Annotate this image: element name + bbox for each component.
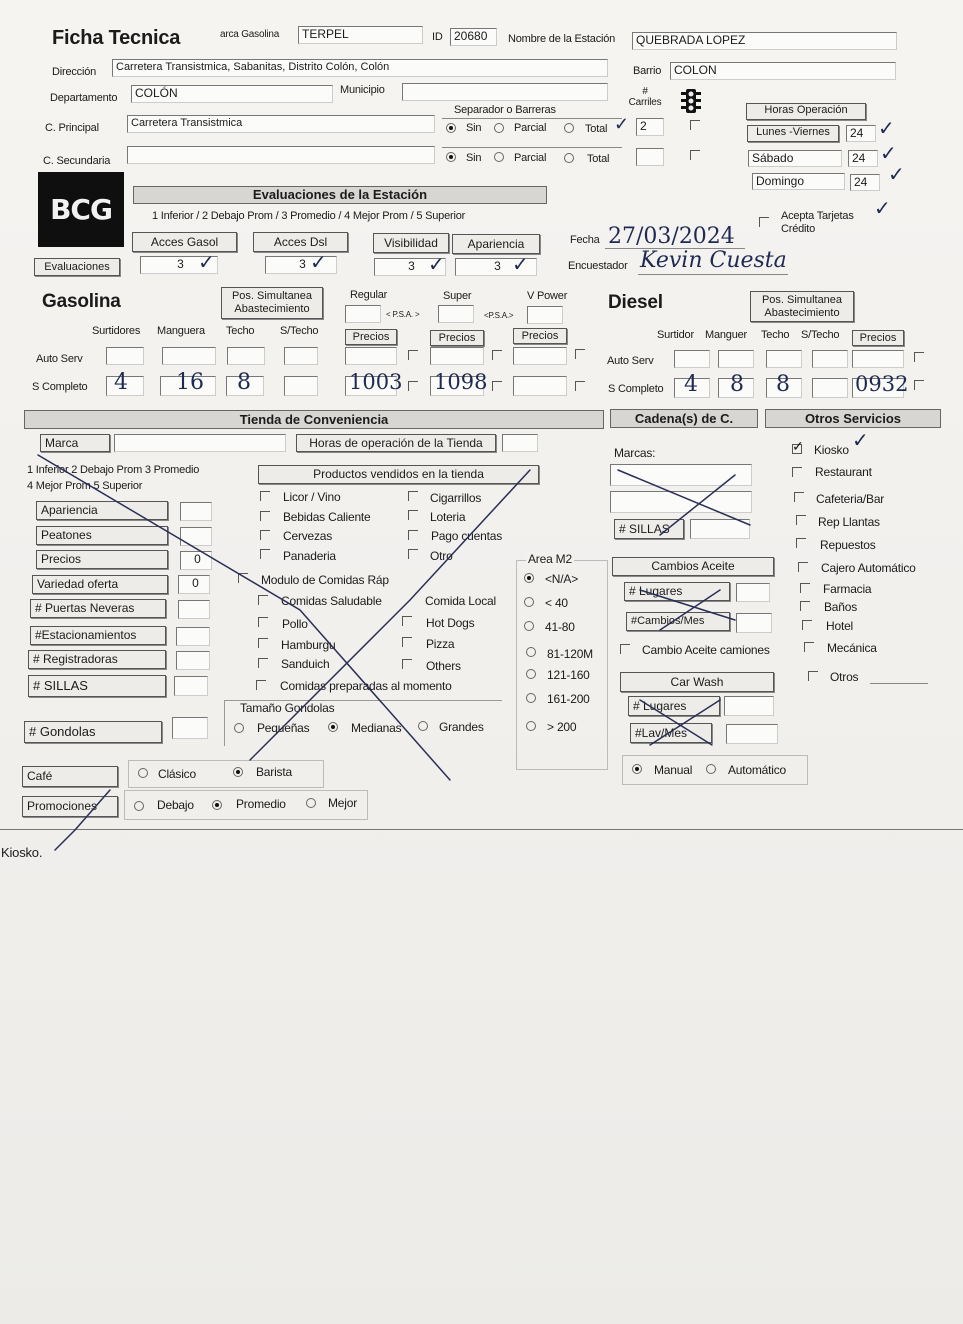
medianas-label: Medianas: [351, 721, 402, 735]
area-m2-label: Area M2: [528, 552, 572, 566]
checkmark-icon: ✓: [428, 252, 445, 276]
carriles-field[interactable]: 2: [636, 118, 664, 136]
peatones-label: Peatones: [36, 526, 168, 545]
pago-cuentas-label: Pago cuentas: [431, 529, 502, 543]
variedad-oferta-label: Variedad oferta: [32, 575, 168, 594]
diesel-completo-label: S Completo: [608, 383, 664, 395]
apariencia-field[interactable]: 3: [455, 258, 537, 276]
checkmark-icon: ✓: [880, 141, 897, 165]
fecha-value[interactable]: 27/03/2024: [608, 224, 735, 249]
bcg-logo: BCG: [38, 172, 124, 247]
area-option-1: < 40: [545, 596, 568, 610]
otros-item-9: Mecánica: [827, 641, 877, 655]
page-title: Ficha Tecnica: [52, 27, 181, 49]
diesel-completo-manguer-value: 8: [730, 372, 744, 397]
visibilidad-field[interactable]: 3: [374, 258, 446, 276]
diesel-precios-label: Precios: [852, 330, 904, 346]
lunes-viernes-field[interactable]: 24: [846, 125, 876, 142]
tienda-header: Tienda de Conveniencia: [24, 410, 604, 429]
cambios-mes-label: #Cambios/Mes: [626, 612, 730, 631]
checkmark-icon: ✓: [874, 196, 891, 220]
footer-note: Kiosko.: [1, 845, 43, 860]
cadena-sillas-label: # SILLAS: [614, 519, 684, 539]
apariencia-button[interactable]: Apariencia: [452, 234, 540, 254]
col-techo: Techo: [226, 325, 255, 337]
barrio-field[interactable]: COLON: [670, 62, 896, 80]
mejor-label: Mejor: [328, 796, 358, 810]
carwash-strike-2: [650, 700, 720, 745]
completo-super-price: 1098: [434, 370, 488, 394]
psa-label-1: < P.S.A. >: [386, 310, 420, 319]
encuestador-value[interactable]: Kevin Cuesta: [640, 248, 787, 273]
acces-dsl-button[interactable]: Acces Dsl: [253, 232, 348, 252]
sillas-label: # SILLAS: [28, 675, 166, 697]
separador-label: Separador o Barreras: [454, 104, 556, 116]
cigarrillos-label: Cigarrillos: [430, 491, 482, 505]
panaderia-label: Panaderia: [283, 549, 336, 563]
productos-header: Productos vendidos en la tienda: [258, 465, 539, 484]
tienda-scale-2: 4 Mejor Prom 5 Superior: [27, 480, 143, 492]
nombre-estacion-field[interactable]: QUEBRADA LOPEZ: [632, 32, 897, 50]
manual-label: Manual: [654, 763, 693, 777]
diesel-completo-techo-value: 8: [776, 372, 790, 397]
cambios-aceite-header: Cambios Aceite: [612, 557, 774, 576]
nombre-estacion-label: Nombre de la Estación: [508, 33, 616, 45]
diesel-title: Diesel: [608, 292, 663, 313]
s-completo-label: S Completo: [32, 381, 88, 393]
promociones-label: Promociones: [22, 796, 118, 817]
separador1-parcial-label: Parcial: [514, 122, 547, 134]
footer-check: [55, 790, 110, 850]
regular-label: Regular: [350, 289, 388, 301]
bebidas-label: Bebidas Caliente: [283, 510, 371, 524]
checkmark-icon: ✓: [852, 428, 869, 452]
cervezas-label: Cervezas: [283, 529, 333, 543]
modulo-comidas-label: Modulo de Comidas Ráp: [261, 573, 389, 587]
separador1-sin-label: Sin: [466, 122, 482, 134]
acces-gasol-button[interactable]: Acces Gasol: [132, 232, 237, 252]
otros-item-6: Farmacia: [823, 582, 872, 596]
cadena-strike-2: [660, 475, 735, 535]
marcas-label: Marcas:: [614, 446, 656, 460]
carriles-label: # Carriles: [628, 86, 662, 108]
lav-mes-label: #Lav/Mes: [630, 723, 712, 743]
car-wash-header: Car Wash: [620, 672, 774, 692]
gasolina-title: Gasolina: [42, 291, 121, 312]
visibilidad-button[interactable]: Visibilidad: [373, 233, 449, 253]
checkmark-icon: ✓: [888, 162, 905, 186]
diesel-col-surtidor: Surtidor: [657, 329, 694, 341]
evaluaciones-label: Evaluaciones: [34, 258, 120, 276]
apariencia-label: Apariencia: [36, 501, 168, 520]
otros-item-4: Repuestos: [820, 538, 876, 552]
super-label: Super: [443, 290, 472, 302]
tienda-strike-2: [250, 470, 530, 760]
aceite-strike-1: [640, 590, 735, 620]
aceite-lugares-label: # Lugares: [624, 582, 730, 601]
departamento-field[interactable]: COLÓN: [131, 85, 333, 103]
hamburgu-label: Hamburgu: [281, 638, 336, 652]
direccion-field[interactable]: Carretera Transistmica, Sabanitas, Distrito Colón, Colón: [112, 59, 608, 77]
tienda-marca-label: Marca: [40, 434, 110, 452]
barrio-label: Barrio: [633, 65, 662, 77]
diesel-completo-price: 0932: [855, 372, 909, 396]
otros-item-10: Otros: [830, 670, 859, 684]
carwash-lugares-label: # Lugares: [628, 696, 720, 716]
cafe-label: Café: [22, 766, 118, 787]
promedio-label: Promedio: [236, 797, 286, 811]
evaluaciones-header: Evaluaciones de la Estación: [133, 186, 547, 204]
diesel-col-stecho: S/Techo: [801, 329, 840, 341]
grandes-label: Grandes: [439, 720, 484, 734]
completo-regular-price: 1003: [349, 370, 403, 394]
auto-serv-label: Auto Serv: [36, 353, 83, 365]
pizza-label: Pizza: [426, 637, 455, 651]
separador2-total-label: Total: [587, 153, 610, 165]
psa-label-2: <P.S.A.>: [484, 311, 514, 320]
acepta-tarjetas-label: Acepta Tarjetas Crédito: [781, 210, 854, 235]
area-option-6: > 200: [547, 720, 577, 734]
vpower-label: V Power: [527, 290, 568, 302]
completo-surtidores-value: 4: [114, 370, 128, 395]
marca-gasolina-field[interactable]: TERPEL: [298, 26, 423, 44]
carwash-strike-1: [640, 700, 712, 745]
id-field[interactable]: 20680: [450, 28, 497, 46]
otros-item-1: Restaurant: [815, 465, 872, 479]
area-option-2: 41-80: [545, 620, 575, 634]
otros-item-5: Cajero Automático: [821, 561, 916, 575]
tienda-scale-1: 1 Inferior 2 Debajo Prom 3 Promedio: [27, 464, 200, 476]
checkmark-icon: ✓: [614, 114, 630, 135]
domingo-field[interactable]: 24: [850, 174, 880, 191]
col-manguera: Manguera: [157, 325, 205, 337]
otros-item-2: Cafeteria/Bar: [816, 492, 885, 506]
tienda-strike-1: [38, 455, 450, 780]
others-label: Others: [426, 659, 461, 673]
otros-item-3: Rep Llantas: [818, 515, 880, 529]
diesel-col-techo: Techo: [761, 329, 790, 341]
separador2-parcial-label: Parcial: [514, 152, 547, 164]
barista-label: Barista: [256, 765, 292, 779]
pequenas-label: Pequeñas: [257, 721, 310, 735]
puertas-neveras-label: # Puertas Neveras: [30, 599, 166, 618]
area-option-3: 81-120M: [547, 647, 593, 661]
col-surtidores: Surtidores: [92, 325, 141, 337]
sabado-field[interactable]: 24: [848, 150, 878, 167]
calle-secundaria-label: C. Secundaria: [43, 155, 111, 167]
otros-item-0: Kiosko: [814, 443, 849, 457]
encuestador-label: Encuestador: [568, 260, 628, 272]
area-option-4: 121-160: [547, 668, 590, 682]
super-precios-label: Precios: [430, 330, 484, 346]
direccion-label: Dirección: [52, 66, 97, 78]
kiosko-checkmark-icon: ✓: [792, 438, 804, 454]
sanduich-label: Sanduich: [281, 657, 330, 671]
variedad-oferta-field[interactable]: 0: [178, 575, 210, 594]
cadena-header: Cadena(s) de C.: [610, 409, 758, 428]
sabado-label: Sábado: [748, 150, 842, 167]
saludable-label: Comidas Saludable: [281, 594, 382, 608]
clasico-label: Clásico: [158, 767, 196, 781]
area-option-5: 161-200: [547, 692, 590, 706]
preparadas-label: Comidas preparadas al momento: [280, 679, 452, 693]
calle-principal-field[interactable]: Carretera Transistmica: [127, 115, 435, 133]
registradoras-label: # Registradoras: [28, 650, 166, 669]
hotdogs-label: Hot Dogs: [426, 616, 475, 630]
tamano-gondolas-label: Tamaño Gondolas: [240, 701, 335, 715]
area-option-0: <N/A>: [545, 572, 579, 586]
otro-label: Otro: [430, 549, 453, 563]
acces-dsl-field[interactable]: 3: [265, 256, 337, 274]
checkmark-icon: ✓: [878, 116, 895, 140]
precios-field[interactable]: 0: [180, 551, 212, 570]
id-label: ID: [432, 31, 443, 43]
diesel-completo-surtidor-value: 4: [684, 372, 698, 397]
automatico-label: Automático: [728, 763, 787, 777]
tienda-horas-label: Horas de operación de la Tienda: [296, 434, 496, 452]
otros-item-7: Baños: [824, 600, 858, 614]
diesel-col-manguer: Manguer: [705, 329, 748, 341]
horas-operacion-header: Horas Operación: [746, 103, 866, 120]
pollo-label: Pollo: [282, 617, 308, 631]
acces-gasol-field[interactable]: 3: [140, 256, 218, 274]
otros-servicios-header: Otros Servicios: [765, 409, 941, 428]
checkmark-icon: ✓: [310, 250, 327, 274]
loteria-label: Loteria: [430, 510, 466, 524]
col-stecho: S/Techo: [280, 325, 319, 337]
calle-principal-label: C. Principal: [45, 122, 99, 134]
fecha-label: Fecha: [570, 234, 600, 246]
estacionamientos-label: #Estacionamientos: [30, 626, 166, 645]
municipio-label: Municipio: [340, 84, 385, 96]
aceite-strike-2: [660, 590, 720, 630]
vpower-precios-label: Precios: [513, 328, 567, 344]
debajo-label: Debajo: [157, 798, 194, 812]
completo-manguera-value: 16: [176, 370, 204, 395]
checkmark-icon: ✓: [198, 250, 215, 274]
precios-label: Precios: [36, 550, 168, 569]
completo-techo-value: 8: [237, 370, 251, 395]
comida-local-label: Comida Local: [425, 594, 496, 608]
marca-gasolina-label: arca Gasolina: [220, 29, 280, 40]
diesel-pos-simultanea: Pos. Simultanea Abastecimiento: [750, 291, 854, 322]
gondolas-label: # Gondolas: [24, 721, 162, 743]
gasolina-pos-simultanea: Pos. Simultanea Abastecimiento: [221, 287, 323, 319]
lunes-viernes-label: Lunes -Viernes: [747, 125, 839, 142]
separador2-sin-label: Sin: [466, 152, 482, 164]
licor-label: Licor / Vino: [283, 490, 341, 504]
domingo-label: Domingo: [752, 173, 845, 190]
checkmark-icon: ✓: [512, 252, 529, 276]
otros-item-8: Hotel: [826, 619, 854, 633]
camiones-label: Cambio Aceite camiones: [642, 643, 770, 657]
regular-precios-label: Precios: [345, 329, 397, 345]
departamento-label: Departamento: [50, 92, 118, 104]
evaluaciones-scale: 1 Inferior / 2 Debajo Prom / 3 Promedio / 4 Mejor Prom / 5 Superior: [152, 210, 466, 222]
diesel-auto-label: Auto Serv: [607, 355, 654, 367]
separador1-total-label: Total: [585, 123, 608, 135]
